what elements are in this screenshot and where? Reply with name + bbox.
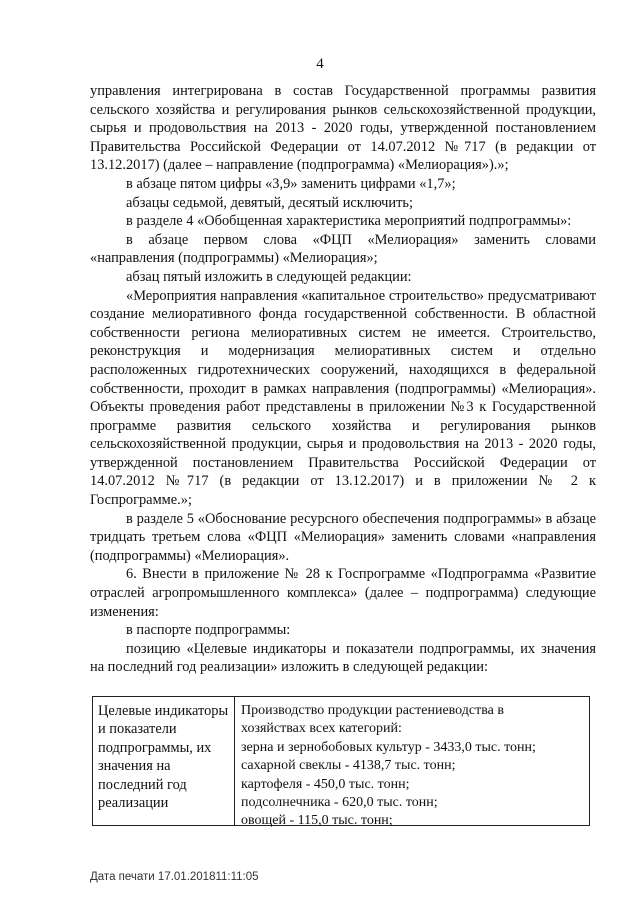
table-line: овощей - 115,0 тыс. тонн; (241, 813, 393, 829)
table-left-cell: Целевые индикаторы и показатели подпрограммы, их значения на последний год реализации (93, 697, 235, 825)
paragraph: в разделе 5 «Обоснование ресурсного обеспечения подпрограммы» в абзаце тридцать третьем слова «ФЦП «Мелиорация» заменить словами «направления (подпрограммы) «Мелиорация». (90, 510, 596, 564)
paragraph: в паспорте подпрограммы: (126, 622, 291, 639)
table-line: хозяйствах всех категорий: (241, 721, 402, 737)
table-line: Производство продукции растениеводства в (241, 703, 504, 718)
paragraph: 6. Внести в приложение № 28 к Госпрограмме «Подпрограмма «Развитие отраслей агропромышленного комплекса» (далее – подпрограмма) следующие изменения: (90, 566, 596, 620)
indicators-table (92, 696, 590, 829)
paragraph: абзац пятый изложить в следующей редакции: (126, 268, 412, 285)
print-date-footer: Дата печати 17.01.201811:11:05 (90, 871, 259, 883)
table-line: картофеля - 450,0 тыс. тонн; (241, 776, 410, 792)
paragraph: в абзаце пятом цифры «3,9» заменить цифрами «1,7»; (126, 175, 456, 192)
table-line: подсолнечника - 620,0 тыс. тонн; (241, 795, 438, 811)
page-number: 4 (316, 56, 324, 72)
paragraph: «Мероприятия направления «капитальное строительство» предусматривают создание мелиоративного фонда государственной собственности. В областной собственности региона мелиоративных систем не имеется. Строительство, реконструкция и модернизация мелиоративных систем и отдельно расположенных гидротехнических сооружений, находящихся в федеральной собственности, проходит в рамках направления (подпрограммы) «Мелиорация». Объекты проведения работ представлены в приложении №3 к Государственной программе развития сельского хозяйства и регулирования рынков сельскохозяйственной продукции, сырья и продовольствия на 2013 - 2020 годы, утвержденной постановлением Правительства Российской Федерации от 14.07.2012 №717 (в редакции от 13.12.2017) и в приложении № 2 к Госпрограмме.»; (90, 287, 596, 509)
paragraph: управления интегрирована в состав Государственной программы развития сельского хозяйства и регулирования рынков сельскохозяйственной продукции, сырья и продовольствия на 2013 - 2020 годы, утвержденной постановлением Правительства Российской Федерации от 14.07.2012 №717 (в редакции от 13.12.2017) (далее – направление (подпрограмма) «Мелиорация»).»; (90, 83, 596, 174)
table-right-cell (235, 697, 589, 829)
paragraph: в абзаце первом слова «ФЦП «Мелиорация» заменить словами «направления (подпрограммы) «Мелиорация»; (90, 231, 596, 267)
paragraph: позицию «Целевые индикаторы и показатели подпрограммы, их значения на последний год реализации» изложить в следующей редакции: (90, 640, 596, 676)
paragraph: абзацы седьмой, девятый, десятый исключить; (126, 194, 413, 211)
table-line: сахарной свеклы - 4138,7 тыс. тонн; (241, 758, 456, 774)
document-body (90, 82, 596, 677)
table-line: зерна и зернобобовых культур - 3433,0 тыс. тонн; (241, 739, 536, 755)
paragraph: в разделе 4 «Обобщенная характеристика мероприятий подпрограммы»: (126, 213, 572, 230)
